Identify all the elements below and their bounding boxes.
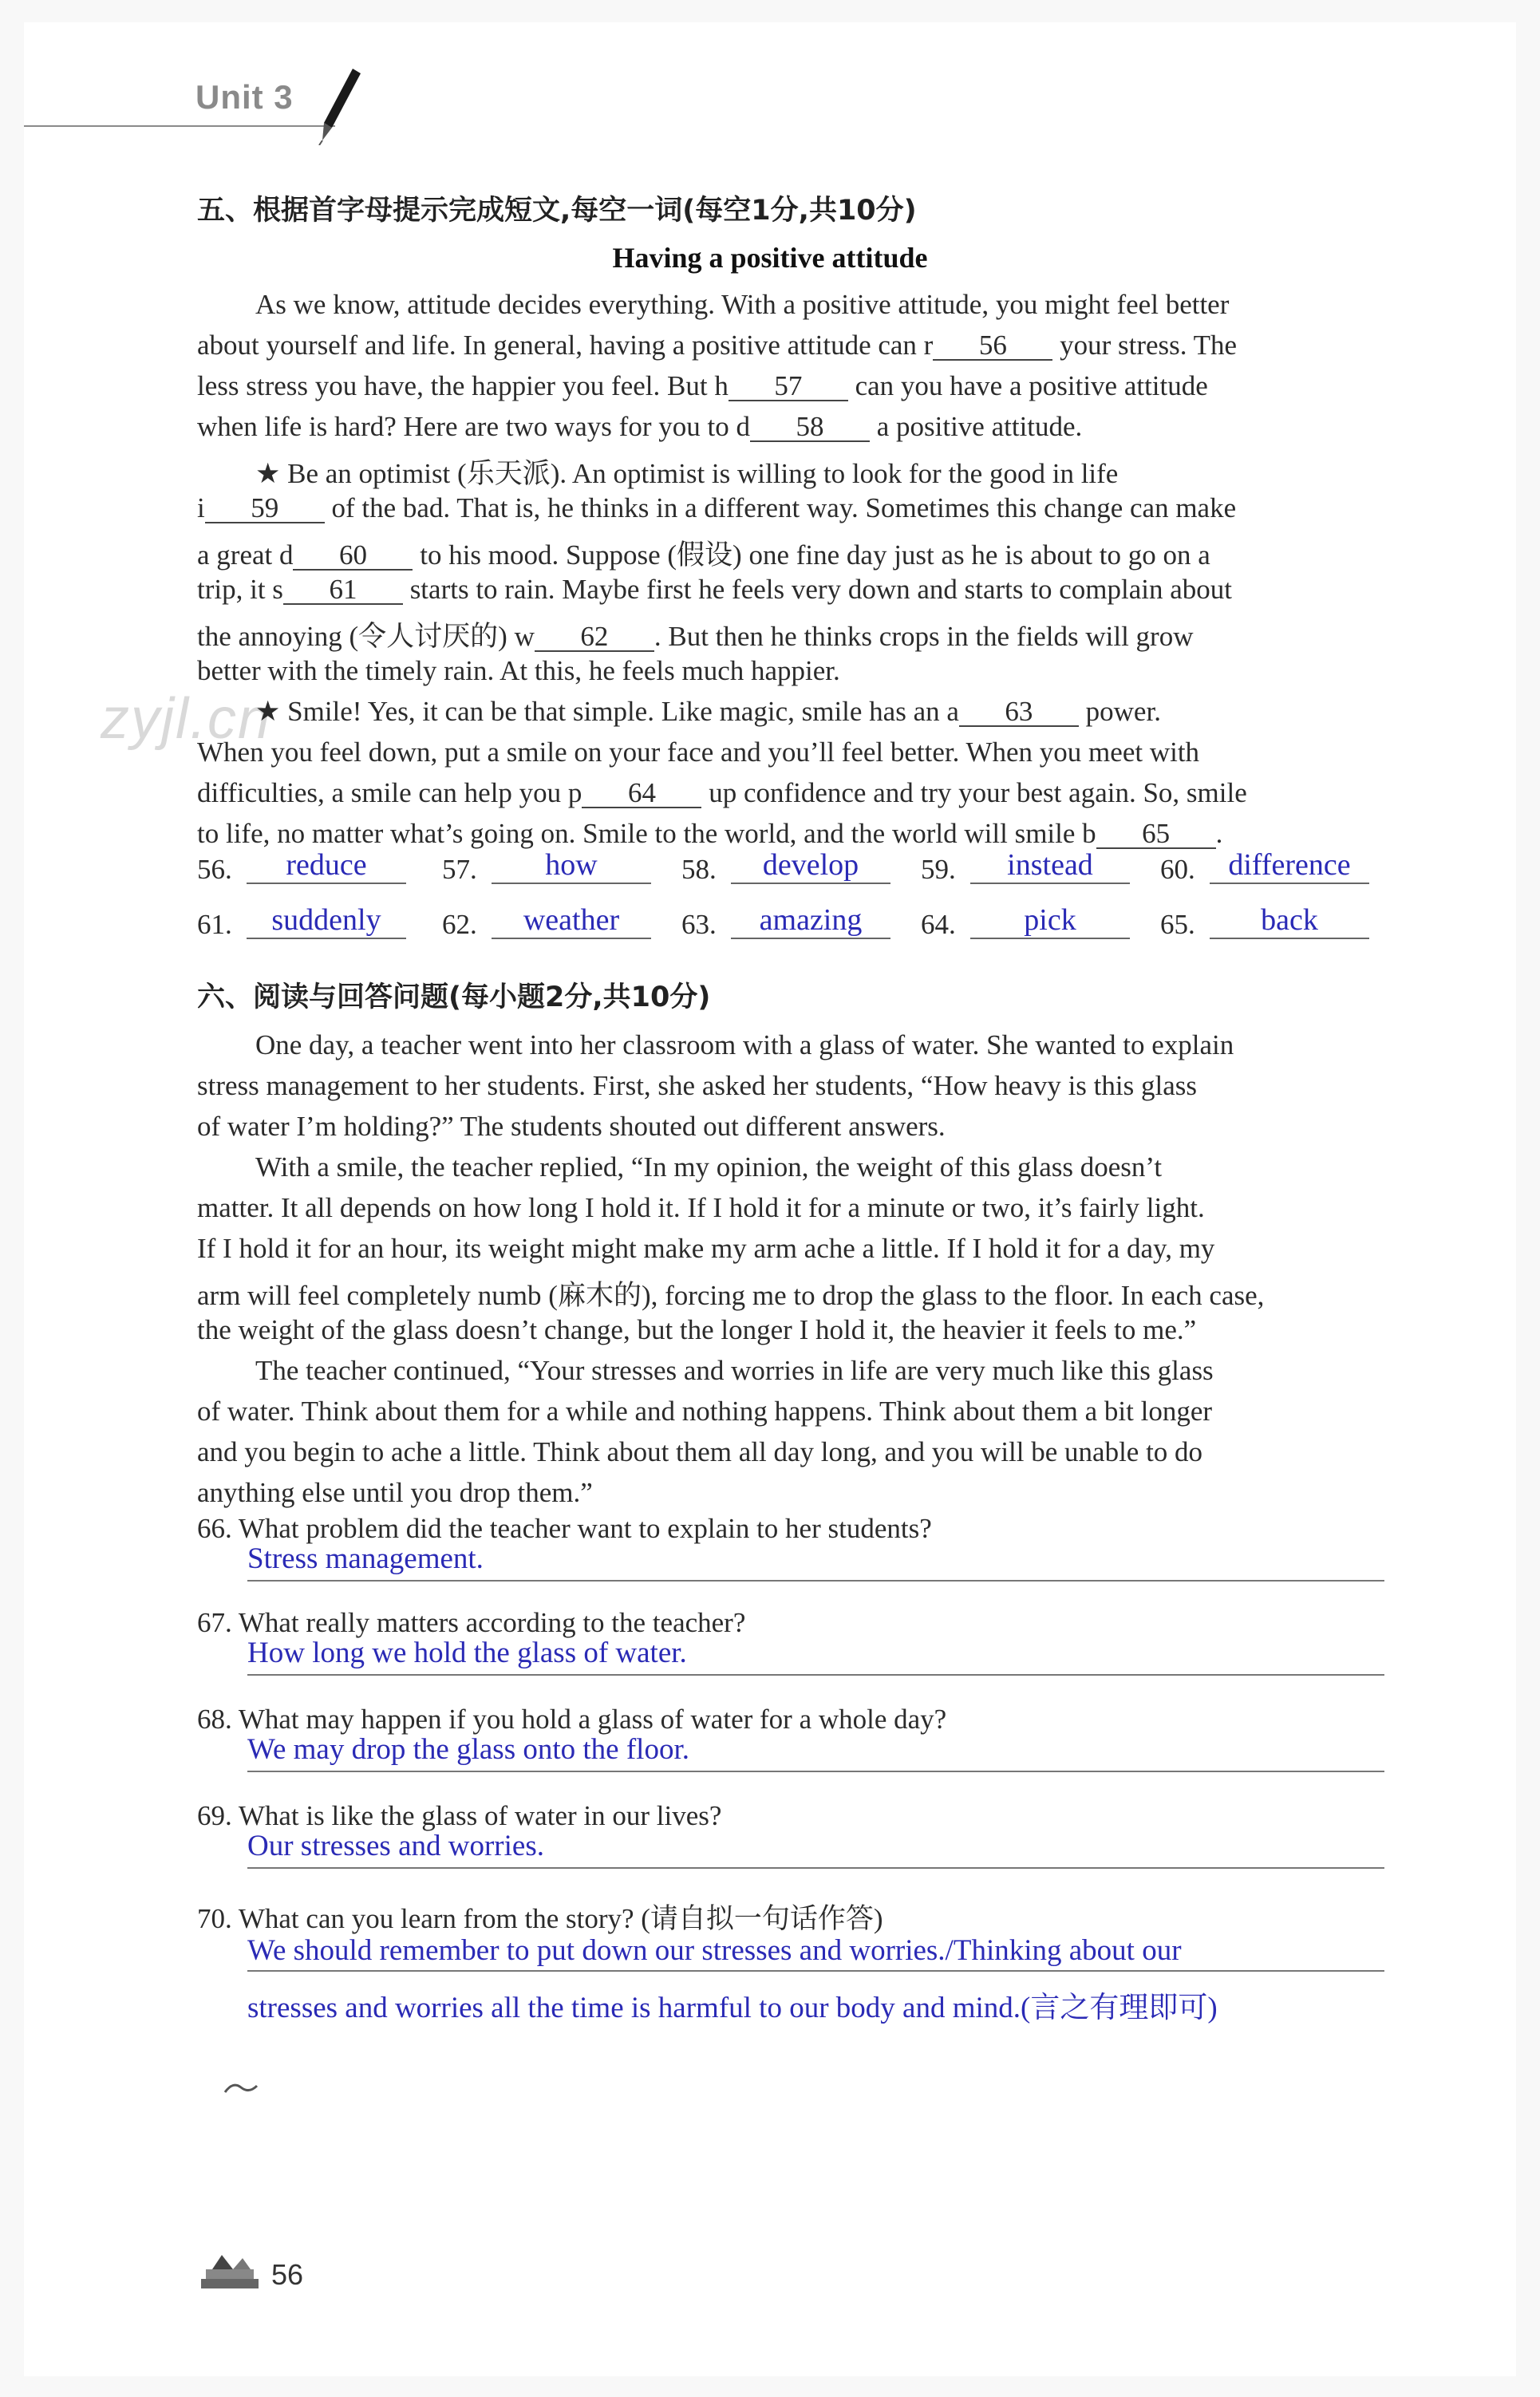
- blank-slot: 57: [729, 373, 848, 401]
- question-text: 70. What can you learn from the story? (请自拟一句话作答): [197, 1903, 883, 1934]
- blank-slot: 60: [293, 542, 413, 571]
- answer-text: We may drop the glass onto the floor.: [247, 1733, 689, 1766]
- passage-text: When you feel down, put a smile on your face and you’ll feel better. When you meet with: [197, 736, 1200, 768]
- passage-text: when life is hard? Here are two ways for you to d: [197, 411, 750, 442]
- question-text: 66. What problem did the teacher want to explain to her students?: [197, 1513, 932, 1544]
- passage-text: the annoying (令人讨厌的) w: [197, 621, 535, 652]
- passage-line: and you begin to ache a little. Think about them all day long, and you will be unable to do: [197, 1436, 1203, 1467]
- passage-text: ★ Smile! Yes, it can be that simple. Like magic, smile has an a: [255, 696, 959, 727]
- blank-slot: 62: [535, 623, 654, 652]
- unit-title: Unit 3: [195, 78, 294, 116]
- passage-line: [197, 370, 1208, 402]
- small-decoration-icon: [222, 2078, 260, 2095]
- question-text: 69. What is like the glass of water in our lives?: [197, 1800, 722, 1831]
- answer-value: weather: [492, 902, 651, 939]
- answer-number: 59.: [921, 854, 956, 885]
- passage-line: stress management to her students. First, she asked her students, “How heavy is this glass: [197, 1070, 1197, 1101]
- passage-line: [197, 330, 1237, 361]
- answer-text: Stress management.: [247, 1542, 484, 1575]
- passage-text: trip, it s: [197, 574, 283, 605]
- blank-slot: 59: [205, 495, 325, 523]
- header-rule: [24, 125, 335, 127]
- passage-line: [197, 411, 1082, 443]
- passage-text: better with the timely rain. At this, he feels much happier.: [197, 655, 840, 686]
- answer-value: amazing: [731, 902, 890, 939]
- passage-text: up confidence and try your best again. So, smile: [701, 777, 1247, 808]
- answer-text: Our stresses and worries.: [247, 1830, 544, 1862]
- passage-line: The teacher continued, “Your stresses and worries in life are very much like this glass: [255, 1355, 1214, 1386]
- passage-text: starts to rain. Maybe first he feels very down and starts to complain about: [402, 574, 1232, 605]
- passage-line: One day, a teacher went into her classroom with a glass of water. She wanted to explain: [255, 1029, 1234, 1060]
- passage-line: [197, 655, 840, 687]
- passage-line: the weight of the glass doesn’t change, but the longer I hold it, the heavier it feels to me.”: [197, 1314, 1197, 1345]
- passage-line: matter. It all depends on how long I hold it. If I hold it for a minute or two, it’s fairly light.: [197, 1192, 1205, 1223]
- blank-slot: 56: [933, 332, 1052, 361]
- passage-line: [197, 736, 1199, 768]
- answer-number: 56.: [197, 854, 232, 885]
- passage-text: less stress you have, the happier you feel. But h: [197, 370, 729, 401]
- answer-rule: [247, 1771, 1384, 1772]
- answer-number: 57.: [442, 854, 477, 885]
- passage-line: [197, 614, 1193, 654]
- answer-number: 60.: [1160, 854, 1195, 885]
- answer-value: how: [492, 847, 651, 884]
- answer-value: instead: [970, 847, 1130, 884]
- section5-title: 五、根据首字母提示完成短文,每空一词(每空1分,共10分): [197, 195, 917, 227]
- blank-slot: 64: [582, 780, 701, 808]
- passage-text: to his mood. Suppose (假设) one fine day just as he is about to go on a: [413, 539, 1210, 571]
- question-text: 68. What may happen if you hold a glass of water for a whole day?: [197, 1704, 947, 1735]
- blank-slot: 58: [750, 413, 870, 442]
- passage-text: a positive attitude.: [869, 411, 1083, 442]
- passage-text: a great d: [197, 539, 294, 571]
- passage-text: difficulties, a smile can help you p: [197, 777, 582, 808]
- passage-line: [197, 492, 1236, 524]
- passage-text: to life, no matter what’s going on. Smile to the world, and the world will smile b: [197, 818, 1096, 849]
- section6-title: 六、阅读与回答问题(每小题2分,共10分): [197, 981, 711, 1013]
- passage-text: power.: [1078, 696, 1161, 727]
- answer-value: reduce: [247, 847, 406, 884]
- passage-text: about yourself and life. In general, having a positive attitude can r: [197, 330, 934, 361]
- passage-line: If I hold it for an hour, its weight might make my arm ache a little. If I hold it for a day, my: [197, 1233, 1215, 1264]
- answer-number: 61.: [197, 909, 232, 940]
- answer-rule: [247, 1867, 1384, 1869]
- answer-value: difference: [1210, 847, 1369, 884]
- answer-number: 63.: [681, 909, 717, 940]
- book-stack-icon: [198, 2249, 262, 2292]
- answer-rule: [247, 1970, 1384, 1972]
- passage-line: [197, 533, 1210, 573]
- answer-value: suddenly: [247, 902, 406, 939]
- answer-number: 65.: [1160, 909, 1195, 940]
- passage-line: [197, 574, 1232, 606]
- passage-text: . But then he thinks crops in the fields will grow: [654, 621, 1194, 652]
- passage-line: [197, 818, 1222, 850]
- passage-line: of water I’m holding?” The students shouted out different answers.: [197, 1111, 946, 1142]
- passage-line: arm will feel completely numb (麻木的), forcing me to drop the glass to the floor. In each case,: [197, 1280, 1265, 1311]
- passage-text: of the bad. That is, he thinks in a different way. Sometimes this change can make: [324, 492, 1237, 523]
- answer-number: 62.: [442, 909, 477, 940]
- answer-text: How long we hold the glass of water.: [247, 1637, 687, 1669]
- passage-text: can you have a positive attitude: [847, 370, 1208, 401]
- question-text: 67. What really matters according to the teacher?: [197, 1607, 746, 1638]
- passage-line: [255, 452, 1118, 492]
- passage-text: your stress. The: [1052, 330, 1238, 361]
- passage-title: Having a positive attitude: [612, 242, 928, 274]
- blank-slot: 61: [283, 576, 403, 605]
- passage-line: of water. Think about them for a while and nothing happens. Think about them a bit longer: [197, 1396, 1213, 1427]
- passage-line: anything else until you drop them.”: [197, 1477, 593, 1508]
- answer-number: 64.: [921, 909, 956, 940]
- answer-number: 58.: [681, 854, 717, 885]
- answer-value: pick: [970, 902, 1130, 939]
- answer-value: develop: [731, 847, 890, 884]
- answer-rule: [247, 1674, 1384, 1676]
- passage-text: As we know, attitude decides everything. With a positive attitude, you might feel better: [255, 289, 1230, 320]
- watermark: zyjl.cn: [101, 687, 272, 751]
- answer-value: back: [1210, 902, 1369, 939]
- blank-slot: 63: [959, 698, 1079, 727]
- page-number: 56: [271, 2258, 304, 2291]
- passage-line: [197, 777, 1247, 809]
- blank-slot: 65: [1096, 820, 1216, 849]
- passage-text: ★ Be an optimist (乐天派). An optimist is willing to look for the good in life: [255, 458, 1119, 489]
- passage-line: [255, 696, 1161, 728]
- passage-line: With a smile, the teacher replied, “In my opinion, the weight of this glass doesn’t: [255, 1151, 1163, 1183]
- pen-icon: [311, 65, 367, 145]
- passage-text: .: [1215, 818, 1223, 849]
- passage-line: [255, 289, 1229, 321]
- answer-rule: [247, 1580, 1384, 1582]
- passage-text: i: [197, 492, 205, 523]
- answer-text: We should remember to put down our stresses and worries./Thinking about our: [247, 1934, 1182, 1967]
- answer-text-continued: stresses and worries all the time is harmful to our body and mind.(言之有理即可): [247, 1992, 1218, 2024]
